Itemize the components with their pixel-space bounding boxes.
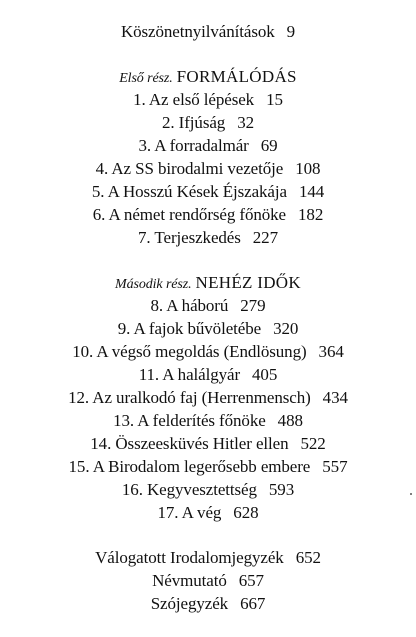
toc-entry-page: 15 bbox=[266, 90, 283, 109]
toc-entry-title: Névmutató bbox=[152, 571, 227, 590]
toc-entry-title: 17. A vég bbox=[157, 503, 222, 522]
toc-entry-page: 320 bbox=[273, 319, 299, 338]
toc-entry-bibliography bbox=[0, 547, 416, 569]
toc-entry-chapter-2 bbox=[0, 112, 416, 134]
toc-entry-page: 32 bbox=[237, 113, 255, 132]
toc-entry-title: 9. A fajok bűvöletébe bbox=[117, 319, 262, 338]
toc-entry-page: 557 bbox=[322, 457, 348, 476]
part-label: Első rész. bbox=[119, 71, 173, 86]
toc-entry-chapter-6 bbox=[0, 204, 416, 226]
toc-entry-title: 3. A forradalmár bbox=[138, 136, 249, 155]
part-heading-2 bbox=[0, 272, 416, 296]
toc-entry-title: 10. A végső megoldás (Endlösung) bbox=[72, 342, 307, 361]
toc-entry-name-index bbox=[0, 570, 416, 592]
toc-entry-title: 13. A felderítés főnöke bbox=[113, 411, 266, 430]
toc-entry-page: 488 bbox=[277, 411, 303, 430]
toc-entry-page: 364 bbox=[318, 342, 344, 361]
toc-entry-page: 405 bbox=[252, 365, 278, 384]
toc-entry-chapter-12 bbox=[0, 387, 416, 409]
toc-entry-title: 7. Terjeszkedés bbox=[138, 228, 241, 247]
toc-entry-title: 1. Az első lépések bbox=[133, 90, 255, 109]
toc-entry-title: 11. A halálgyár bbox=[138, 365, 241, 384]
toc-entry-chapter-9 bbox=[0, 318, 416, 340]
toc-entry-glossary bbox=[0, 593, 416, 615]
toc-entry-page: 182 bbox=[298, 205, 324, 224]
toc-entry-chapter-15 bbox=[0, 456, 416, 478]
toc-entry-page: 9 bbox=[286, 22, 296, 41]
toc-entry-page: 227 bbox=[252, 228, 278, 247]
toc-entry-acknowledgements bbox=[0, 21, 416, 43]
toc-entry-chapter-14 bbox=[0, 433, 416, 455]
toc-entry-page: 434 bbox=[322, 388, 348, 407]
toc-entry-chapter-5 bbox=[0, 181, 416, 203]
toc-entry-title: 5. A Hosszú Kések Éjszakája bbox=[91, 182, 287, 201]
toc-entry-page: 279 bbox=[240, 296, 266, 315]
toc-entry-chapter-11 bbox=[0, 364, 416, 386]
toc-entry-chapter-4 bbox=[0, 158, 416, 180]
toc-entry-page: 108 bbox=[295, 159, 321, 178]
part-title: NEHÉZ IDŐK bbox=[195, 273, 301, 292]
toc-entry-chapter-10 bbox=[0, 341, 416, 363]
toc-entry-chapter-13 bbox=[0, 410, 416, 432]
part-heading-1 bbox=[0, 66, 416, 90]
toc-entry-chapter-8 bbox=[0, 295, 416, 317]
toc-entry-title: 15. A Birodalom legerősebb embere bbox=[68, 457, 311, 476]
toc-entry-page: 667 bbox=[240, 594, 266, 613]
toc-entry-page: 593 bbox=[268, 480, 295, 499]
toc-entry-title: 12. Az uralkodó faj (Herrenmensch) bbox=[68, 388, 311, 407]
toc-entry-title: 6. A német rendőrség főnöke bbox=[92, 205, 287, 224]
toc-entry-title: Köszönetnyilvánítások bbox=[120, 22, 275, 41]
toc-entry-page: 628 bbox=[233, 503, 259, 522]
toc-entry-title: 8. A háború bbox=[150, 296, 229, 315]
toc-entry-chapter-17 bbox=[0, 502, 416, 524]
toc-entry-title: Szójegyzék bbox=[150, 594, 229, 613]
toc-entry-chapter-1 bbox=[0, 89, 416, 111]
toc-entry-page: 657 bbox=[238, 571, 264, 590]
toc-entry-title: 4. Az SS birodalmi vezetője bbox=[95, 159, 284, 178]
scan-speck bbox=[410, 493, 412, 495]
toc-entry-title: Válogatott Irodalomjegyzék bbox=[95, 548, 284, 567]
part-title: FORMÁLÓDÁS bbox=[176, 67, 297, 86]
toc-entry-page: 652 bbox=[295, 548, 321, 567]
toc-entry-chapter-3 bbox=[0, 135, 416, 157]
toc-entry-title: 16. Kegyvesztettség bbox=[121, 480, 257, 499]
toc-entry-page: 144 bbox=[298, 182, 325, 201]
toc-entry-chapter-16 bbox=[0, 479, 416, 501]
toc-entry-title: 2. Ifjúság bbox=[161, 113, 226, 132]
toc-entry-page: 522 bbox=[300, 434, 326, 453]
toc-entry-title: 14. Összeesküvés Hitler ellen bbox=[90, 434, 289, 453]
toc-entry-page: 69 bbox=[260, 136, 278, 155]
part-label: Második rész. bbox=[115, 277, 192, 292]
toc-entry-chapter-7 bbox=[0, 227, 416, 249]
